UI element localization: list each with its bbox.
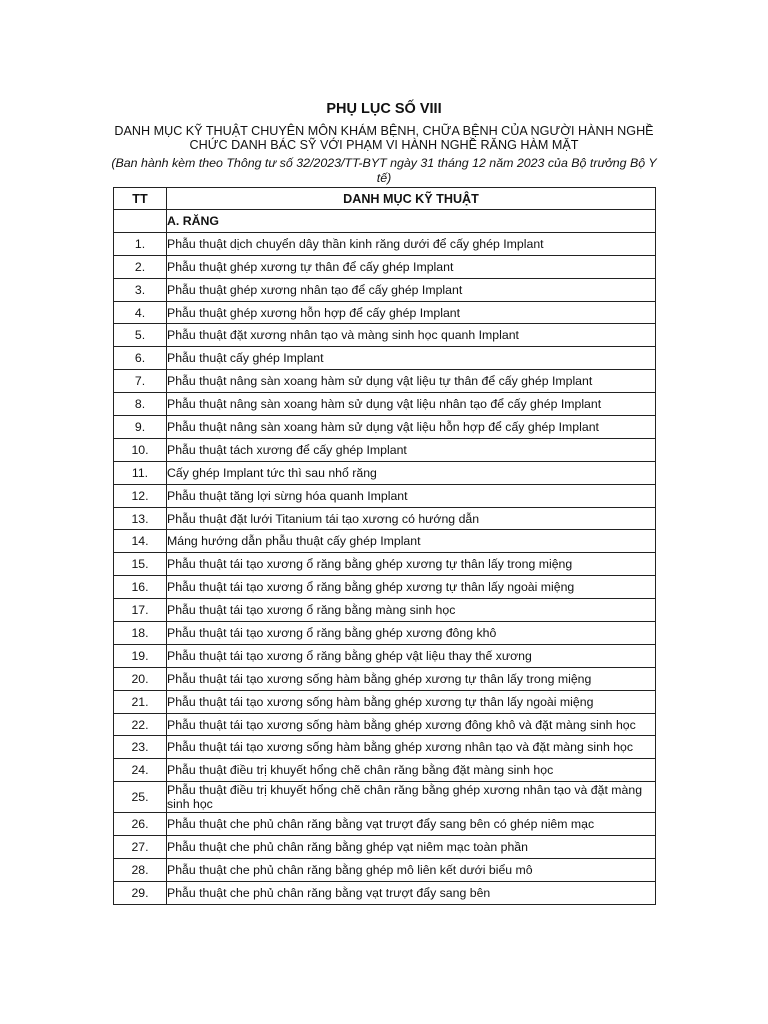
technique-name: Phẫu thuật cấy ghép Implant [167, 347, 656, 370]
technique-name: Phẫu thuật che phủ chân răng bằng ghép mô liên kết dưới biểu mô [167, 859, 656, 882]
column-header-tt: TT [114, 188, 167, 210]
row-number: 1. [114, 232, 167, 255]
technique-name: Phẫu thuật tái tạo xương ổ răng bằng màng sinh học [167, 599, 656, 622]
technique-name: Máng hướng dẫn phẫu thuật cấy ghép Implant [167, 530, 656, 553]
column-header-technique: DANH MỤC KỸ THUẬT [167, 188, 656, 210]
technique-name: Phẫu thuật ghép xương tự thân để cấy ghép Implant [167, 255, 656, 278]
technique-name: Phẫu thuật nâng sàn xoang hàm sử dụng vật liệu tự thân để cấy ghép Implant [167, 370, 656, 393]
technique-name: Phẫu thuật tái tạo xương sống hàm bằng ghép xương nhân tạo và đặt màng sinh học [167, 736, 656, 759]
row-number: 2. [114, 255, 167, 278]
table-row [114, 576, 656, 599]
subtitle-line-1: DANH MỤC KỸ THUẬT CHUYÊN MÔN KHÁM BỆNH, CHỮA BỆNH CỦA NGƯỜI HÀNH NGHỀ [114, 124, 654, 138]
document-subtitle [105, 125, 663, 152]
row-number: 16. [114, 576, 167, 599]
issuance-note: (Ban hành kèm theo Thông tư số 32/2023/TT-BYT ngày 31 tháng 12 năm 2023 của Bộ trưởng Bộ Y tế) [111, 156, 657, 185]
row-number: 5. [114, 324, 167, 347]
row-number: 18. [114, 622, 167, 645]
technique-name: Phẫu thuật che phủ chân răng bằng ghép vạt niêm mạc toàn phần [167, 836, 656, 859]
table-row [114, 813, 656, 836]
section-row [114, 210, 656, 233]
technique-name: Phẫu thuật ghép xương hỗn hợp để cấy ghép Implant [167, 301, 656, 324]
technique-name: Phẫu thuật ghép xương nhân tạo để cấy ghép Implant [167, 278, 656, 301]
row-number: 14. [114, 530, 167, 553]
table-body [114, 210, 656, 905]
table-row [114, 644, 656, 667]
row-number: 25. [114, 782, 167, 813]
technique-name: Phẫu thuật nâng sàn xoang hàm sử dụng vật liệu hỗn hợp để cấy ghép Implant [167, 416, 656, 439]
row-number: 3. [114, 278, 167, 301]
table-row [114, 507, 656, 530]
row-number: 27. [114, 836, 167, 859]
row-number: 8. [114, 393, 167, 416]
row-number: 22. [114, 713, 167, 736]
table-row [114, 599, 656, 622]
row-number: 12. [114, 484, 167, 507]
row-number: 29. [114, 881, 167, 904]
technique-name: Phẫu thuật dịch chuyển dây thần kinh răng dưới để cấy ghép Implant [167, 232, 656, 255]
technique-name: Phẫu thuật nâng sàn xoang hàm sử dụng vật liệu nhân tạo để cấy ghép Implant [167, 393, 656, 416]
row-number: 24. [114, 759, 167, 782]
technique-name: Phẫu thuật điều trị khuyết hổng chẽ chân răng bằng ghép xương nhân tạo và đặt màng sinh học [167, 782, 656, 813]
table-row [114, 759, 656, 782]
technique-name: Phẫu thuật tái tạo xương ổ răng bằng ghép xương tự thân lấy trong miệng [167, 553, 656, 576]
technique-name: Phẫu thuật tái tạo xương ổ răng bằng ghép xương đông khô [167, 622, 656, 645]
row-number: 21. [114, 690, 167, 713]
row-number: 9. [114, 416, 167, 439]
table-row [114, 278, 656, 301]
row-number: 10. [114, 438, 167, 461]
table-row [114, 782, 656, 813]
subtitle-line-2: CHỨC DANH BÁC SỸ VỚI PHẠM VI HÀNH NGHỀ RĂNG HÀM MẶT [189, 137, 579, 152]
table-row [114, 255, 656, 278]
technique-name: Phẫu thuật đặt xương nhân tạo và màng sinh học quanh Implant [167, 324, 656, 347]
table-row [114, 881, 656, 904]
row-number: 4. [114, 301, 167, 324]
row-number: 15. [114, 553, 167, 576]
section-heading: A. RĂNG [167, 210, 656, 233]
section-number-cell [114, 210, 167, 233]
row-number: 20. [114, 667, 167, 690]
table-row [114, 836, 656, 859]
technique-name: Phẫu thuật che phủ chân răng bằng vạt trượt đẩy sang bên [167, 881, 656, 904]
table-row [114, 553, 656, 576]
technique-table [113, 187, 656, 905]
row-number: 26. [114, 813, 167, 836]
technique-name: Phẫu thuật tái tạo xương sống hàm bằng ghép xương đông khô và đặt màng sinh học [167, 713, 656, 736]
technique-name: Phẫu thuật tái tạo xương ổ răng bằng ghép xương tự thân lấy ngoài miệng [167, 576, 656, 599]
row-number: 28. [114, 859, 167, 882]
table-header-row [114, 188, 656, 210]
table-row [114, 438, 656, 461]
technique-name: Phẫu thuật che phủ chân răng bằng vạt trượt đẩy sang bên có ghép niêm mạc [167, 813, 656, 836]
technique-name: Phẫu thuật đặt lưới Titanium tái tạo xương có hướng dẫn [167, 507, 656, 530]
table-row [114, 416, 656, 439]
table-row [114, 370, 656, 393]
table-row [114, 232, 656, 255]
row-number: 13. [114, 507, 167, 530]
row-number: 6. [114, 347, 167, 370]
row-number: 23. [114, 736, 167, 759]
table-row [114, 859, 656, 882]
table-row [114, 713, 656, 736]
table-row [114, 347, 656, 370]
technique-name: Phẫu thuật tái tạo xương ổ răng bằng ghép vật liệu thay thế xương [167, 644, 656, 667]
table-row [114, 690, 656, 713]
technique-name: Phẫu thuật tách xương để cấy ghép Implant [167, 438, 656, 461]
row-number: 17. [114, 599, 167, 622]
table-row [114, 736, 656, 759]
table-row [114, 301, 656, 324]
table-row [114, 461, 656, 484]
row-number: 7. [114, 370, 167, 393]
table-row [114, 324, 656, 347]
technique-name: Cấy ghép Implant tức thì sau nhổ răng [167, 461, 656, 484]
table-row [114, 484, 656, 507]
technique-name: Phẫu thuật điều trị khuyết hổng chẽ chân răng bằng đặt màng sinh học [167, 759, 656, 782]
table-row [114, 667, 656, 690]
appendix-title: PHỤ LỤC SỐ VIII [326, 101, 442, 117]
table-row [114, 530, 656, 553]
row-number: 19. [114, 644, 167, 667]
table-row [114, 393, 656, 416]
table-row [114, 622, 656, 645]
technique-name: Phẫu thuật tái tạo xương sống hàm bằng ghép xương tự thân lấy ngoài miệng [167, 690, 656, 713]
technique-name: Phẫu thuật tái tạo xương sống hàm bằng ghép xương tự thân lấy trong miệng [167, 667, 656, 690]
technique-name: Phẫu thuật tăng lợi sừng hóa quanh Implant [167, 484, 656, 507]
row-number: 11. [114, 461, 167, 484]
